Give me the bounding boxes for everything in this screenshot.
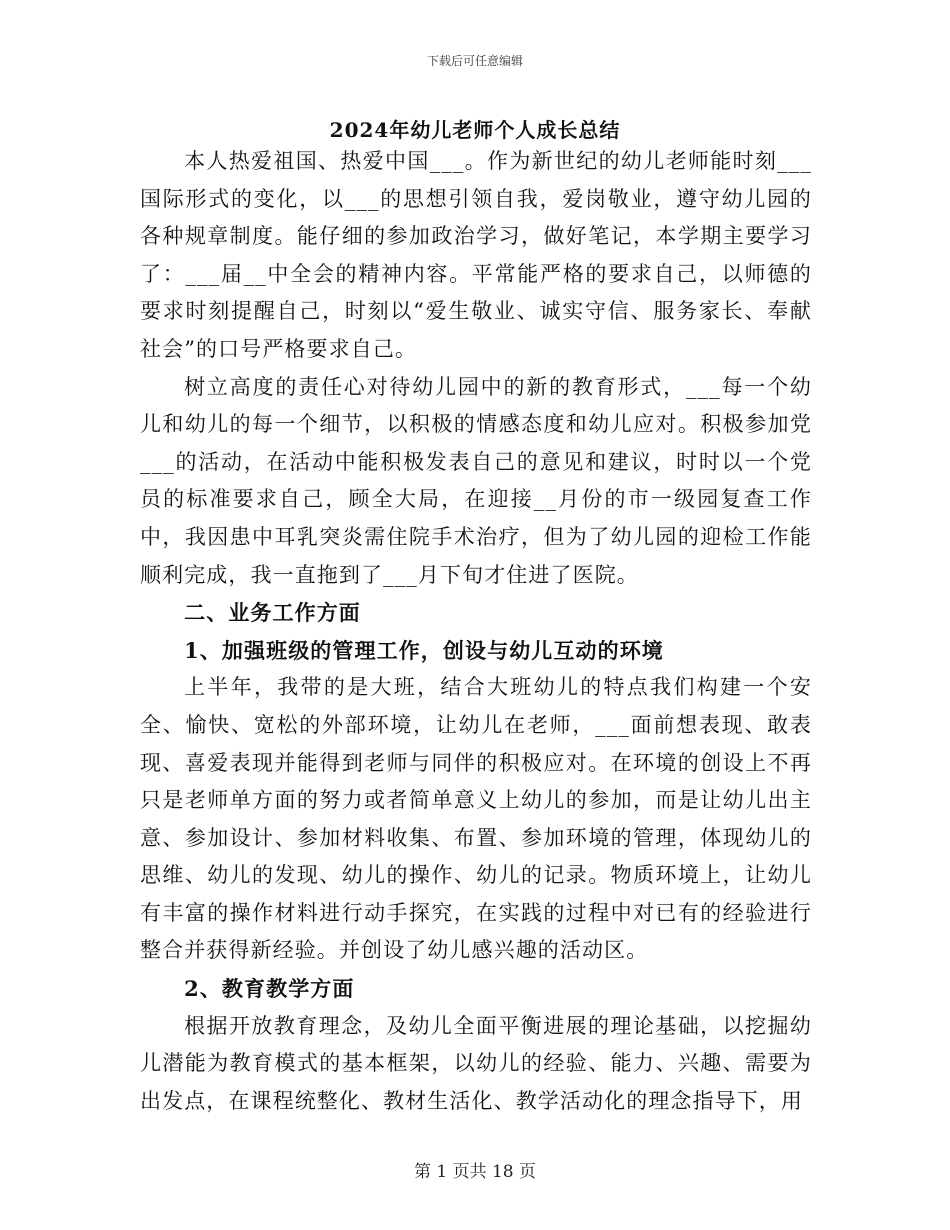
paragraph-2: 树立高度的责任心对待幼儿园中的新的教育形式，___每一个幼儿和幼儿的每一个细节，以积极的情感态度和幼儿应对。积极参加党___的活动，在活动中能积极发表自己的意见和建议，时时以一个党员的标准要求自己，顾全大局，在迎接__月份的市一级园复查工作中，我因患中耳乳突炎需住院手术治疗，但为了幼儿园的迎检工作能顺利完成，我一直拖到了___月下旬才住进了医院。 [140, 374, 812, 587]
paragraph-1: 本人热爱祖国、热爱中国___。作为新世纪的幼儿老师能时刻___国际形式的变化，以___的思想引领自我，爱岗敬业，遵守幼儿园的各种规章制度。能仔细的参加政治学习，做好笔记，本学期主要学习了：___届__中全会的精神内容。平常能严格的要求自己，以师德的要求时刻提醒自己，时刻以“爱生敬业、诚实守信、服务家长、奉献社会”的口号严格要求自己。 [140, 149, 812, 361]
subheading-teaching: 2、教育教学方面 [184, 976, 355, 1002]
paragraph-3: 上半年，我带的是大班，结合大班幼儿的特点我们构建一个安全、愉快、宽松的外部环境，让幼儿在老师，___面前想表现、敢表现、喜爱表现并能得到老师与同伴的积极应对。在环境的创设上不再只是老师单方面的努力或者简单意义上幼儿的参加，而是让幼儿出主意、参加设计、参加材料收集、布置、参加环境的管理，体现幼儿的思维、幼儿的发现、幼儿的操作、幼儿的记录。物质环境上，让幼儿有丰富的操作材料进行动手探究，在实践的过程中对已有的经验进行整合并获得新经验。并创设了幼儿感兴趣的活动区。 [140, 675, 812, 963]
header-note: 下载后可任意编辑 [426, 54, 523, 68]
section-heading-business: 二、业务工作方面 [184, 600, 361, 626]
subheading-class-management: 1、加强班级的管理工作，创设与幼儿互动的环境 [184, 637, 664, 663]
document-body [140, 143, 812, 1120]
page-footer: 第 1 页共 18 页 [413, 1162, 537, 1182]
paragraph-4: 根据开放教育理念，及幼儿全面平衡进展的理论基础，以挖掘幼儿潜能为教育模式的基本框架，以幼儿的经验、能力、兴趣、需要为出发点，在课程统整化、教材生活化、教学活动化的理念指导下，用 [140, 1013, 812, 1113]
document-title: 2024年幼儿老师个人成长总结 [329, 118, 621, 142]
